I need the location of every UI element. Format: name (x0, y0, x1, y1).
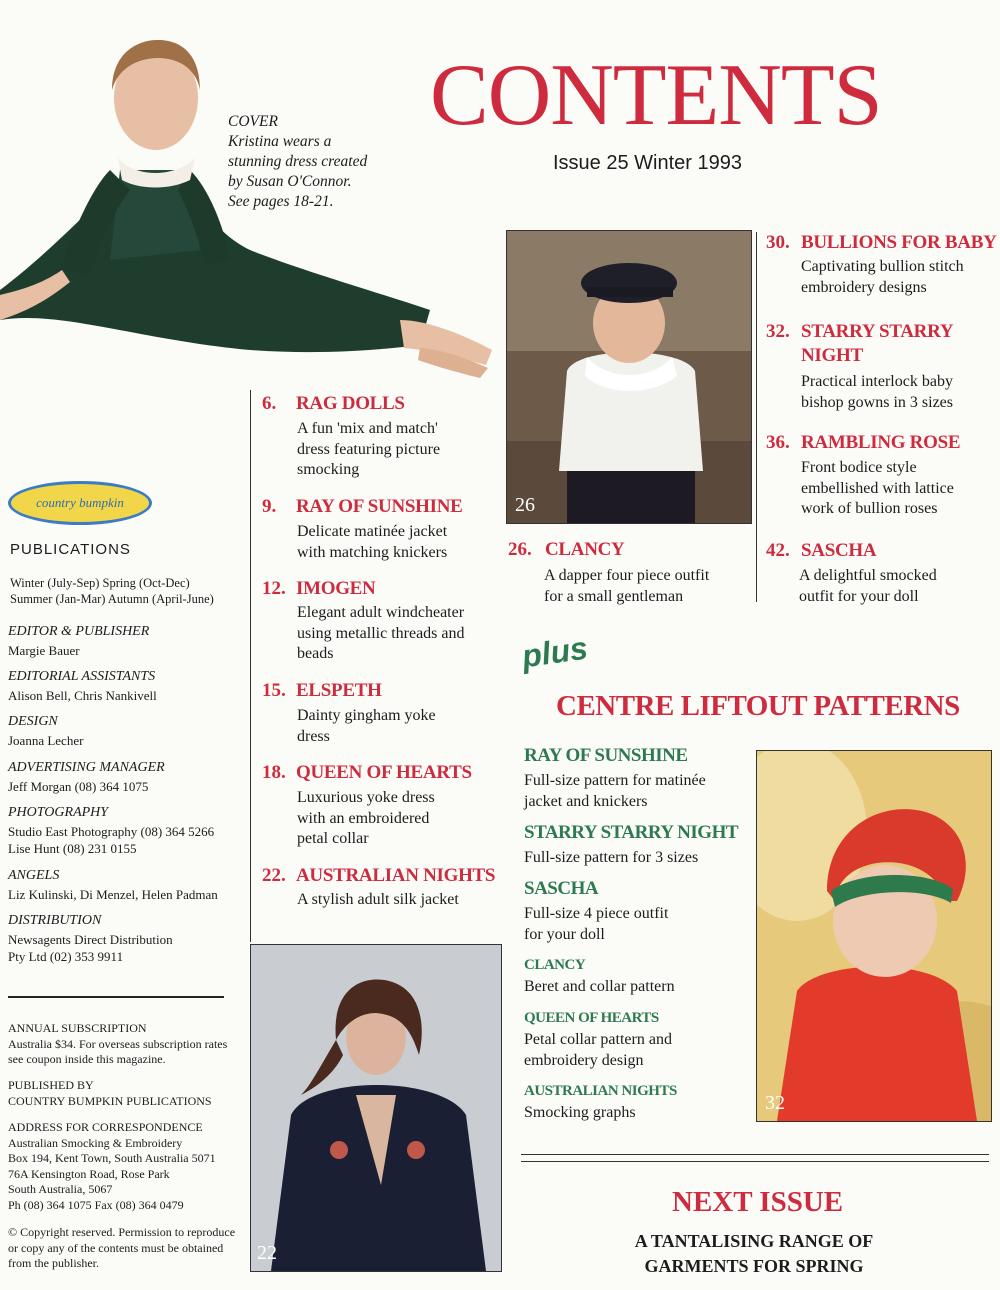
cover-caption-line: See pages 18-21. (228, 193, 334, 210)
page-title: CONTENTS (430, 47, 882, 144)
entry-desc-line: dress featuring picture (297, 440, 441, 458)
entry-desc-line: with an embroidered (297, 809, 430, 827)
entry-title: STARRY STARRY (801, 321, 954, 342)
entry-page: 26. (508, 539, 532, 560)
credit-role: DISTRIBUTION (8, 913, 102, 928)
entry-page: 36. (766, 432, 790, 453)
credit-role: DESIGN (8, 714, 58, 729)
entry-title: RAY OF SUNSHINE (296, 496, 463, 517)
entry-desc-line: Delicate matinée jacket (297, 523, 448, 540)
entry-page: 32. (766, 321, 790, 342)
entry-desc-line: beads (297, 645, 334, 662)
liftout-item-desc (524, 1102, 636, 1123)
entry-title: IMOGEN (296, 578, 376, 599)
credit-name: Jeff Morgan (08) 364 1075 (8, 779, 149, 794)
next-issue-heading: NEXT ISSUE (672, 1186, 844, 1218)
entry-page: 15. (262, 680, 286, 701)
liftout-desc-line: Smocking graphs (524, 1104, 636, 1121)
entry-desc (801, 257, 964, 298)
next-issue-divider (521, 1154, 989, 1162)
entry-desc (801, 458, 954, 520)
address-line: 76A Kensington Road, Rose Park (8, 1166, 170, 1181)
entry-title: RAMBLING ROSE (801, 432, 961, 453)
address-line: South Australia, 5067 (8, 1182, 113, 1196)
photo-number: 32 (765, 1092, 785, 1114)
liftout-item-desc (524, 976, 675, 997)
credit-name: Margie Bauer (8, 643, 80, 658)
credit-name: Lise Hunt (08) 231 0155 (8, 841, 137, 856)
liftout-item-desc (524, 770, 706, 812)
address-block (8, 1120, 240, 1213)
copyright-block (8, 1225, 240, 1272)
liftout-desc-line: for your doll (524, 926, 605, 943)
entry-desc-line: Practical interlock baby (801, 373, 953, 390)
published-by-block (8, 1078, 240, 1109)
liftout-desc-line: jacket and knickers (524, 793, 648, 810)
entry-page: 22. (262, 865, 286, 886)
liftout-item-desc (524, 903, 668, 945)
entry-title: AUSTRALIAN NIGHTS (296, 865, 496, 886)
liftout-desc-line: Full-size pattern for 3 sizes (524, 849, 699, 866)
entry-desc-line: outfit for your doll (799, 587, 919, 605)
credit-name: Newsagents Direct Distribution (8, 932, 173, 947)
seasons-line: Winter (July-Sep) Spring (Oct-Dec) (10, 576, 190, 590)
published-by-line: COUNTRY BUMPKIN PUBLICATIONS (8, 1093, 212, 1108)
entry-desc-line: A delightful smocked (799, 567, 937, 584)
liftout-item-title: RAY OF SUNSHINE (524, 745, 688, 766)
entry-desc-line: smocking (297, 461, 360, 478)
column-rule (756, 232, 757, 602)
logo-text: country bumpkin (36, 495, 124, 510)
address-line: ADDRESS FOR CORRESPONDENCE (8, 1120, 203, 1134)
copyright-line: from the publisher. (8, 1256, 99, 1270)
credit-role: EDITORIAL ASSISTANTS (8, 669, 156, 684)
subscription-line: ANNUAL SUBSCRIPTION (8, 1021, 147, 1035)
country-bumpkin-logo (8, 481, 152, 525)
entry-desc (297, 419, 440, 481)
publications-heading: PUBLICATIONS (10, 541, 131, 558)
credit-role: ANGELS (8, 868, 60, 883)
entry-desc-line: work of bullion roses (801, 500, 938, 517)
photo-clancy (506, 230, 752, 524)
photo-baby (756, 750, 992, 1122)
cover-caption-line: Kristina wears a (228, 133, 332, 150)
credit-name: Joanna Lecher (8, 733, 84, 748)
entry-desc (297, 788, 435, 850)
seasons-line: Summer (Jan-Mar) Autumn (April-June) (10, 592, 214, 606)
liftout-item-title: QUEEN OF HEARTS (524, 1010, 659, 1026)
entry-desc-line: A fun 'mix and match' (297, 420, 438, 437)
entry-desc (297, 603, 465, 665)
liftout-desc-line: Full-size pattern for matinée (524, 772, 706, 789)
cover-caption-line: by Susan O'Connor. (228, 173, 352, 190)
entry-desc-line: Captivating bullion stitch (801, 258, 964, 275)
credit-name: Studio East Photography (08) 364 5266 (8, 824, 215, 839)
entry-desc (297, 890, 459, 911)
liftout-desc-line: Beret and collar pattern (524, 978, 675, 995)
entry-desc (297, 706, 436, 747)
entry-desc-line: A dapper four piece outfit (544, 567, 710, 584)
credit-name: Pty Ltd (02) 353 9911 (8, 949, 124, 964)
liftout-item-title: SASCHA (524, 878, 599, 899)
entry-page: 9. (262, 496, 277, 517)
photo-number: 26 (515, 494, 535, 516)
entry-title: QUEEN OF HEARTS (296, 762, 472, 783)
photo-number: 22 (257, 1242, 277, 1264)
photo-australian-nights (250, 944, 502, 1272)
subscription-block (8, 1021, 240, 1068)
liftout-desc-line: embroidery design (524, 1052, 644, 1069)
entry-desc-line: with matching knickers (297, 543, 448, 561)
published-by-line: PUBLISHED BY (8, 1078, 94, 1092)
entry-desc-line: A stylish adult silk jacket (297, 891, 459, 908)
entry-desc-line: embroidery designs (801, 278, 927, 296)
credit-name: Alison Bell, Chris Nankivell (8, 688, 157, 703)
entry-title: ELSPETH (296, 680, 382, 701)
entry-desc-line: for a small gentleman (544, 587, 684, 605)
plus-label: plus (519, 629, 590, 675)
entry-desc (801, 372, 953, 413)
liftout-item-title: CLANCY (524, 957, 586, 973)
liftout-item-desc (524, 1029, 672, 1071)
entry-desc-line: Elegant adult windcheater (297, 604, 465, 621)
next-issue-line: GARMENTS FOR SPRING (644, 1256, 864, 1276)
credit-name: Liz Kulinski, Di Menzel, Helen Padman (8, 887, 218, 902)
entry-title: RAG DOLLS (296, 393, 405, 414)
liftout-item-title: STARRY STARRY NIGHT (524, 822, 739, 843)
credit-role: EDITOR & PUBLISHER (8, 624, 150, 639)
liftout-item-desc (524, 847, 698, 868)
subscription-line: Australia $34. For overseas subscription rates (8, 1036, 228, 1051)
entry-page: 6. (262, 393, 277, 414)
next-issue-line: A TANTALISING RANGE OF (634, 1231, 874, 1251)
entry-desc-line: Luxurious yoke dress (297, 789, 435, 806)
entry-desc-line: using metallic threads and (297, 624, 465, 642)
issue-label: Issue 25 Winter 1993 (553, 152, 742, 174)
entry-desc (297, 522, 447, 563)
liftout-heading: CENTRE LIFTOUT PATTERNS (556, 690, 960, 722)
entry-title: SASCHA (801, 540, 877, 561)
subscription-line: see coupon inside this magazine. (8, 1052, 166, 1066)
entry-page: 42. (766, 540, 790, 561)
entry-desc (544, 566, 709, 607)
column-rule (250, 390, 251, 942)
address-line: Australian Smocking & Embroidery (8, 1135, 183, 1150)
copyright-line: or copy any of the contents must be obtained (8, 1240, 224, 1255)
address-line: Box 194, Kent Town, South Australia 5071 (8, 1151, 216, 1165)
entry-desc-line: Dainty gingham yoke (297, 707, 436, 724)
credit-role: ADVERTISING MANAGER (8, 760, 165, 775)
copyright-line: © Copyright reserved. Permission to reproduce (8, 1225, 236, 1239)
entry-page: 30. (766, 232, 790, 253)
entry-desc (799, 566, 937, 607)
sidebar-divider (8, 996, 224, 998)
liftout-desc-line: Petal collar pattern and (524, 1031, 672, 1048)
credit-role: PHOTOGRAPHY (8, 805, 109, 820)
liftout-item-title: AUSTRALIAN NIGHTS (524, 1083, 677, 1099)
entry-title-continued: NIGHT (801, 345, 863, 366)
entry-desc-line: dress (297, 727, 330, 745)
address-line: Ph (08) 364 1075 Fax (08) 364 0479 (8, 1197, 184, 1212)
entry-title: CLANCY (545, 539, 625, 560)
entry-desc-line: Front bodice style (801, 459, 917, 476)
cover-caption-line: stunning dress created (228, 153, 368, 170)
cover-caption (228, 112, 428, 212)
entry-desc-line: bishop gowns in 3 sizes (801, 393, 953, 411)
cover-caption-line: COVER (228, 113, 278, 130)
entry-desc-line: petal collar (297, 830, 369, 847)
entry-page: 12. (262, 578, 286, 599)
entry-title: BULLIONS FOR BABY (801, 232, 997, 253)
entry-page: 18. (262, 762, 286, 783)
liftout-desc-line: Full-size 4 piece outfit (524, 905, 669, 922)
entry-desc-line: embellished with lattice (801, 479, 954, 497)
